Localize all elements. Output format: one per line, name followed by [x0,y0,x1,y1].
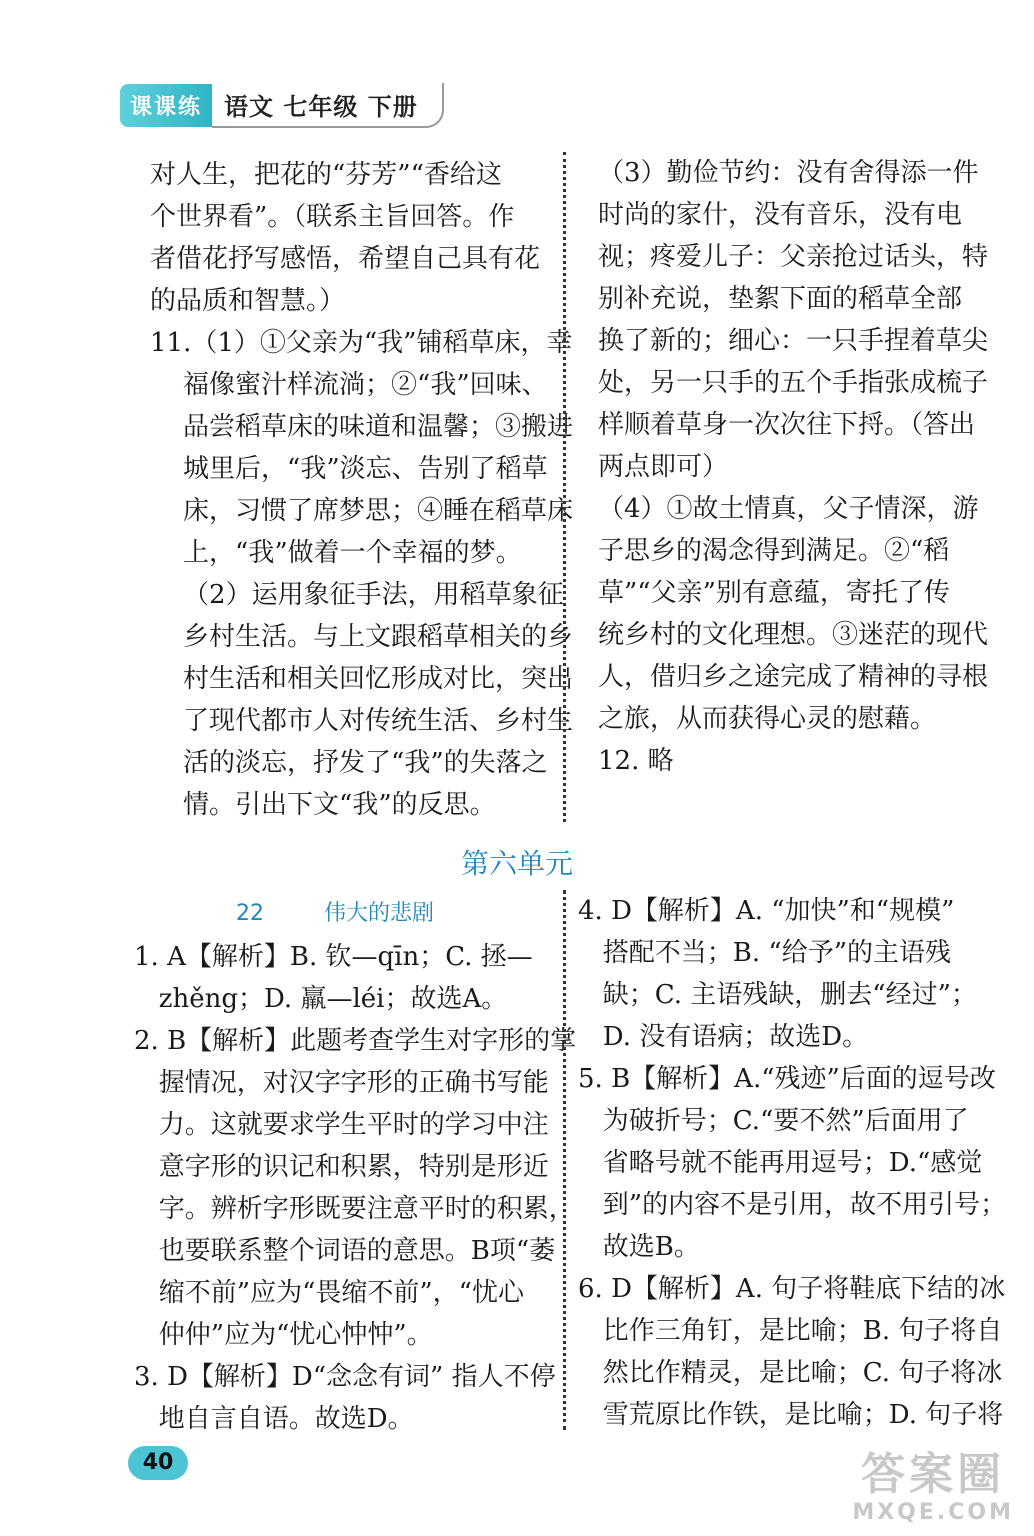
top-column-divider [563,152,566,822]
text-line: 品尝稻草床的味道和温馨；③搬进 [150,412,574,442]
text-line: 地自言自语。故选D。 [134,1404,414,1434]
text-line: 到”的内容不是引用，故不用引号； [578,1190,1007,1220]
top-left-column [150,154,574,826]
page-header [120,82,444,128]
text-line: 也要联系整个词语的意思。B项“萎 [134,1236,556,1266]
text-line: 床，习惯了席梦思；④睡在稻草床 [150,496,574,526]
text-line: 了现代都市人对传统生活、乡村生 [150,706,574,736]
brand-logo: 课课练 [120,84,212,127]
lesson-heading [236,896,434,927]
text-line: 意字形的识记和积累，特别是形近 [134,1152,549,1182]
text-line: 6. D【解析】A. 句子将鞋底下结的冰 [578,1274,1006,1304]
text-line: 人，借归乡之途完成了精神的寻根 [598,662,989,692]
text-line: 样顺着草身一次次往下捋。（答出 [598,410,976,440]
text-line: 城里后，“我”淡忘、告别了稻草 [150,454,548,484]
text-line: 子思乡的渴念得到满足。②“稻 [598,536,950,566]
text-line: D. 没有语病；故选D。 [578,1022,869,1052]
text-line: 两点即可） [598,452,729,482]
text-line: 福像蜜汁样流淌；②“我”回味、 [150,370,548,400]
text-line: 活的淡忘，抒发了“我”的失落之 [150,748,548,778]
text-line: 握情况，对汉字字形的正确书写能 [134,1068,549,1098]
text-line: 力。这就要求学生平时的学习中注 [134,1110,549,1140]
page-number: 40 [128,1446,188,1480]
watermark [852,1450,1014,1526]
text-line: 故选B。 [578,1232,700,1262]
text-line: 者借花抒写感悟，希望自己具有花 [150,244,541,274]
text-line: 仲仲”应为“忧心忡忡”。 [134,1320,433,1350]
book-title: 语文 七年级 下册 [212,83,444,128]
text-line: 之旅，从而获得心灵的慰藉。 [598,704,937,734]
text-line: 缩不前”应为“畏缩不前”，“忧心 [134,1278,524,1308]
text-line: 11.（1）①父亲为“我”铺稻草床，幸 [150,328,573,358]
text-line: 2. B【解析】此题考查学生对字形的掌 [134,1026,577,1056]
text-line: （4）①故土情真，父子情深，游 [598,494,979,524]
text-line: 统乡村的文化理想。③迷茫的现代 [598,620,989,650]
text-line: 的品质和智慧。） [150,286,346,316]
text-line: 比作三角钉，是比喻；B. 句子将自 [578,1316,1003,1346]
bottom-right-column [578,890,1007,1436]
text-line: 个世界看”。（联系主旨回答。作 [150,202,515,232]
text-line: 村生活和相关回忆形成对比，突出 [150,664,574,694]
text-line: 别补充说，垫絮下面的稻草全部 [598,284,963,314]
top-right-column [598,152,998,782]
text-line: 时尚的家什，没有音乐，没有电 [598,200,963,230]
text-line: 然比作精灵，是比喻；C. 句子将冰 [578,1358,1003,1388]
text-line: （2）运用象征手法，用稻草象征 [150,580,564,610]
text-line: 缺；C. 主语残缺，删去“经过”； [578,980,977,1010]
lesson-title: 伟大的悲剧 [324,901,435,926]
text-line: （3）勤俭节约：没有舍得添一件 [598,158,979,188]
watermark-text: 答案圈 [861,1449,1006,1500]
text-line: 1. A【解析】B. 钦—qīn；C. 拯— [134,942,533,972]
text-line: 视；疼爱儿子：父亲抢过话头，特 [598,242,989,272]
text-line: 3. D【解析】D“念念有词” 指人不停 [134,1362,556,1392]
text-line: 情。引出下文“我”的反思。 [150,790,496,820]
bottom-left-column [134,936,577,1440]
watermark-url: MXQE.COM [852,1500,1014,1525]
text-line: 为破折号；C.“要不然”后面用了 [578,1106,969,1136]
text-line: 上，“我”做着一个幸福的梦。 [150,538,522,568]
lesson-number: 22 [236,901,264,926]
text-line: 省略号就不能再用逗号；D.“感觉 [578,1148,983,1178]
unit-title: 第六单元 [460,847,573,880]
text-line: 4. D【解析】A. “加快”和“规模” [578,896,955,926]
text-line: 搭配不当；B. “给予”的主语残 [578,938,952,968]
bottom-column-divider [563,890,566,1430]
text-line: 乡村生活。与上文跟稻草相关的乡 [150,622,574,652]
text-line: 字。辨析字形既要注意平时的积累， [134,1194,575,1224]
text-line: 换了新的；细心：一只手捏着草尖 [598,326,989,356]
text-line: 12. 略 [598,746,674,776]
text-line: 处，另一只手的五个手指张成梳子 [598,368,989,398]
text-line: 草”“父亲”别有意蕴，寄托了传 [598,578,950,608]
text-line: zhěng；D. 羸—léi；故选A。 [134,984,508,1014]
text-line: 雪荒原比作铁，是比喻；D. 句子将 [578,1400,1004,1430]
text-line: 5. B【解析】A.“残迹”后面的逗号改 [578,1064,996,1094]
text-line: 对人生，把花的“芬芳”“香给这 [150,160,502,190]
